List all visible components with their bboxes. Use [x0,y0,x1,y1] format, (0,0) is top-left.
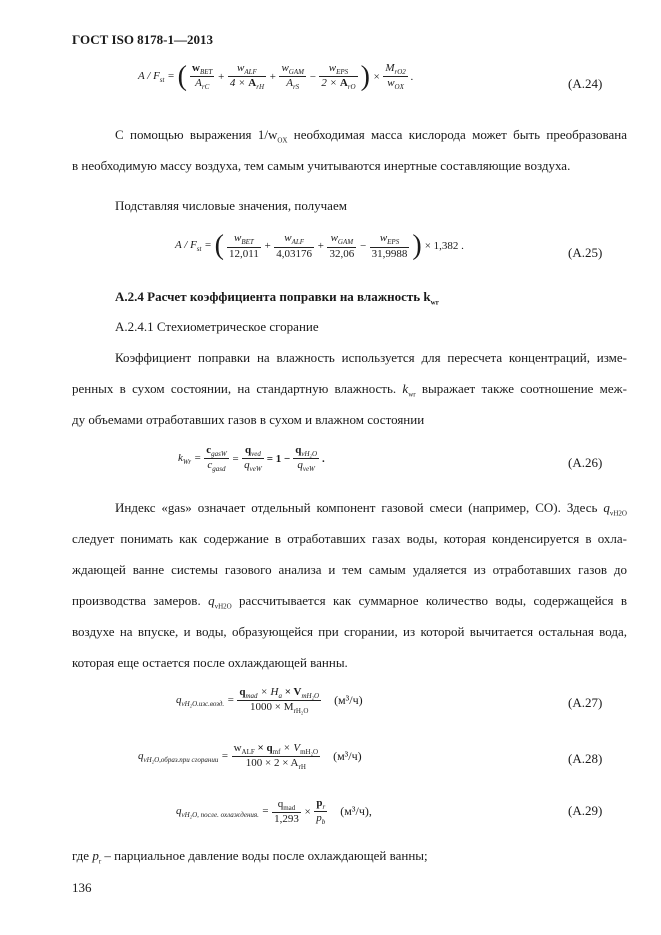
paragraph-4-line1: Индекс «gas» означает отдельный компонент газовой смеси (например, СО). Здесь $q_{vH2O}$ [115,500,627,518]
eq29-lhs: $q_{vH_2O, после. охлаждения.}$ = [176,804,270,819]
eq24-term4: $\frac{w_{EPS}}{2 \times A_{rO}}$ [321,62,356,92]
close-paren: ) [412,230,422,261]
paragraph-4-line6: которая еще остается после охлаждающей ванны. [72,655,348,670]
eq25-lhs: A / $F_{st}$ = [175,238,212,254]
equation-a24: A / $F_{st}$ = ( $\frac{w_{BET}}{A_{rC}}$ + $\frac{w_{ALF}}{4 \times A_{rH}}$ + $\frac{w_{GAM}}{A_{rS}}$ − $\frac{w_{EPS}}{2 \times A_{rO}}$ ) × $\frac{M_{rO2}}{w_{OX}}$ . [138,60,414,92]
eq25-term3: $\frac{w_{GAM}}{32,06}$ [329,232,355,260]
eq25-label: (A.25) [568,245,603,260]
eq29-frac2: $\frac{p_r}{p_b}$ [316,797,326,827]
eq25-term2: $\frac{w_{ALF}}{4,03176}$ [276,232,313,260]
eq26-frac1: $\frac{c_{gasW}}{c_{gasd}}$ [206,444,227,474]
paragraph-3-line1: Коэффициент поправки на влажность используется для пересчета концентраций, изме- [115,350,627,365]
eq29-unit: (м³/ч), [340,804,372,819]
document-header: ГОСТ ISO 8178-1—2013 [72,32,214,47]
equation-a26: $k_{Wr}$ = $\frac{c_{gasW}}{c_{gasd}}$ = $\frac{q_{ved}}{q_{veW}}$ = 1 − $\frac{q_{vH_2O}}{q_{veW}}$ . [178,444,325,474]
section-title: A.2.4 Расчет коэффициента поправки на влажность $k_{wr}$ [115,289,439,307]
eq29-frac1: $\frac{q_{mad}}{1,293}$ [274,798,299,826]
eq26-frac2: $\frac{q_{ved}}{q_{veW}}$ [244,444,262,474]
equation-a29: $q_{vH_2O, после. охлаждения.}$ = $\frac{q_{mad}}{1,293}$ × $\frac{p_r}{p_b}$ (м³/ч), [176,797,372,827]
eq26-label: (A.26) [568,455,603,470]
paragraph-1-line2: в необходимую массу воздуха, тем самым учитываются инертные составляющие воздуха. [72,158,571,173]
eq26-lhs: $k_{Wr}$ = [178,451,202,466]
equation-a28 [138,742,362,771]
eq24-lhs: A / $F_{st}$ = [138,69,175,84]
eq28-frac: $\frac{w_{ALF} \times q_{mf} \times V_{mH_2O}}{100 \times 2 \times A_{rH}}$ [233,742,319,772]
paragraph-3-line2: ренных в сухом состоянии, на стандартную влажность. $k_{wr}$ выражает также соотношение меж- [72,381,627,399]
eq28-unit: (м³/ч) [333,749,362,764]
close-paren: ) [360,60,370,92]
paragraph-5: где $p_r$ – парциальное давление воды после охлаждающей ванны; [72,848,428,866]
eq24-label: (A.24) [568,76,603,91]
eq27-frac: $\frac{q_{mad} \times H_a \times V_{mH_2O}}{1000 \times M_{rH_2O}}$ [239,686,320,716]
eq28-label: (A.28) [568,751,603,766]
eq28-lhs: $q_{vH_2O,образ.при сгорании}$ = [138,749,229,764]
open-paren: ( [177,60,187,92]
eq24-term1: $\frac{w_{BET}}{A_{rC}}$ [191,62,213,92]
open-paren: ( [214,230,224,261]
eq24-term3: $\frac{w_{GAM}}{A_{rS}}$ [281,62,304,92]
eq29-label: (A.29) [568,803,603,818]
eq27-label: (A.27) [568,695,603,710]
eq25-term4: $\frac{w_{EPS}}{31,9988}$ [371,232,408,260]
eq27-lhs: $q_{vH_2O.изс.возд.}$ = [176,693,235,708]
paragraph-4-line3: ждающей ванне системы газового анализа и тем самым удаляется из отработавших газов до [72,562,627,577]
eq25-factor: × 1,382 . [424,240,464,252]
eq24-term2: $\frac{w_{ALF}}{4 \times A_{rH}}$ [229,62,264,92]
paragraph-1-line1: С помощью выражения $1/w_{OX}$ необходимая масса кислорода может быть преобразована [115,127,628,145]
subsection-title: A.2.4.1 Стехиометрическое сгорание [115,319,319,334]
equation-a25: A / $F_{st}$ = ( $\frac{w_{BET}}{12,011}$ + $\frac{w_{ALF}}{4,03176}$ + $\frac{w_{GAM}}{32,06}$ − $\frac{w_{EPS}}{31,9988}$ ) × 1,382 . [175,230,464,261]
eq25-term1: $\frac{w_{BET}}{12,011}$ [228,232,259,260]
paragraph-4-line5: воздухе на впуске, и воды, образующейся при сгорании, из которой вычитается остальная вода, [72,624,627,639]
eq24-mass-ratio: $\frac{M_{rO2}}{w_{OX}}$ [385,62,406,92]
paragraph-3-line3: ду объемами отработавших газов в сухом и влажном состоянии [72,412,425,427]
page-number: 136 [72,880,92,895]
paragraph-4-line4: производства замеров. $q_{vH2O}$ рассчитывается как суммарное количество воды, содержащейся в [72,593,627,611]
paragraph-2: Подставляя числовые значения, получаем [115,198,347,213]
equation-a27 [176,686,363,715]
eq27-unit: (м³/ч) [334,693,363,708]
eq26-frac3: $\frac{q_{vH_2O}}{q_{veW}}$ [295,444,318,474]
paragraph-4-line2: следует понимать как содержание в отработавших газах воды, которая конденсируется в охла- [72,531,627,546]
